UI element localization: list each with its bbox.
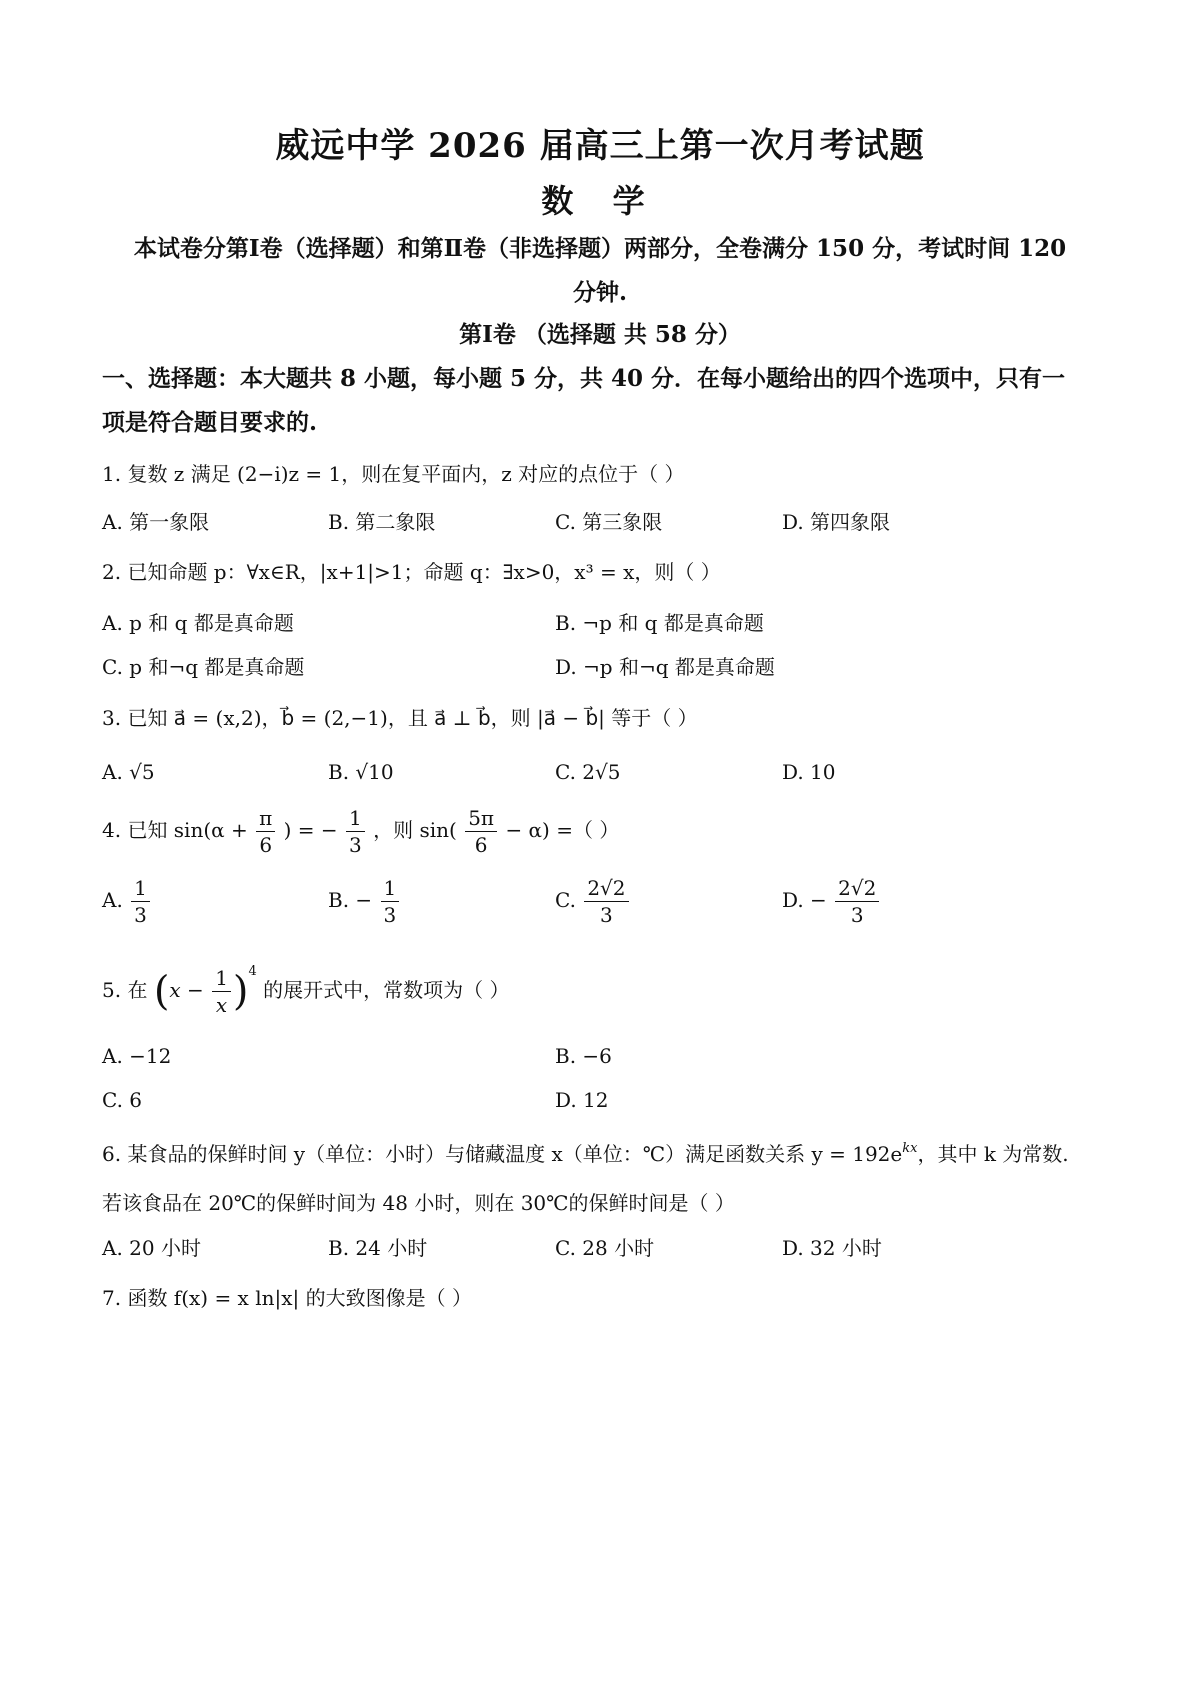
question-7: 7. 函数 f(x) = x ln|x| 的大致图像是（ ） bbox=[102, 1286, 472, 1310]
intro-line-2: 分钟. bbox=[572, 279, 627, 306]
question-2: 2. 已知命题 p：∀x∈R，|x+1|>1；命题 q：∃x>0，x³ = x，则（ ） bbox=[102, 560, 721, 584]
q5-option-a: A. −12 bbox=[102, 1044, 172, 1068]
q4-frac-1-3 bbox=[346, 808, 365, 855]
q4-prefix: 4. 已知 sin(α + bbox=[102, 818, 248, 842]
q4-frac-pi-6 bbox=[256, 808, 275, 855]
question-6-line-1 bbox=[102, 1138, 1069, 1167]
q4-option-d-den: 3 bbox=[850, 903, 864, 927]
q6-line1-b: ，其中 k 为常数. bbox=[917, 1142, 1069, 1166]
question-3: 3. 已知 a⃗ = (x,2)，b⃗ = (2,−1)，且 a⃗ ⊥ b⃗，则 |a⃗ − b⃗| 等于（ ） bbox=[102, 706, 698, 730]
q5-frac-num: 1 bbox=[212, 968, 231, 992]
q6-option-a: A. 20 小时 bbox=[102, 1236, 201, 1260]
q4-option-d-label: D. − bbox=[782, 888, 827, 912]
question-4 bbox=[102, 808, 619, 855]
q4-frac-1-3-den: 3 bbox=[349, 833, 362, 857]
q4-option-b bbox=[328, 878, 401, 925]
question-5 bbox=[102, 964, 510, 1015]
q3-option-b: B. √10 bbox=[328, 760, 394, 784]
q4-option-b-label: B. − bbox=[328, 888, 373, 912]
q4-option-a-label: A. bbox=[102, 888, 123, 912]
q2-option-b: B. ¬p 和 q 都是真命题 bbox=[555, 611, 764, 635]
q1-option-c: C. 第三象限 bbox=[555, 510, 663, 534]
q4-option-b-den: 3 bbox=[383, 903, 397, 927]
q6-line1-a: 6. 某食品的保鲜时间 y（单位：小时）与储藏温度 x（单位：℃）满足函数关系 y = 192e bbox=[102, 1142, 903, 1166]
q5-right-paren: ) bbox=[232, 968, 249, 1015]
q6-option-c: C. 28 小时 bbox=[555, 1236, 655, 1260]
q4-frac-5pi-6-den: 6 bbox=[474, 833, 488, 857]
q5-frac-den: x bbox=[215, 993, 228, 1017]
q5-option-b: B. −6 bbox=[555, 1044, 612, 1068]
q4-option-c-den: 3 bbox=[600, 903, 613, 927]
q4-frac-5pi-6-num: 5π bbox=[465, 808, 497, 832]
question-1: 1. 复数 z 满足 (2−i)z = 1，则在复平面内，z 对应的点位于（ ） bbox=[102, 462, 685, 486]
q3-option-d: D. 10 bbox=[782, 760, 836, 784]
section-heading-line-1: 一、选择题：本大题共 8 小题，每小题 5 分，共 40 分．在每小题给出的四个选项中，只有一 bbox=[102, 365, 1066, 392]
q5-frac bbox=[212, 968, 231, 1015]
part-heading: 第Ⅰ卷 （选择题 共 58 分） bbox=[459, 321, 741, 348]
q4-option-c-frac bbox=[584, 878, 628, 925]
subject-heading: 数 学 bbox=[541, 182, 659, 220]
q4-option-a-den: 3 bbox=[134, 903, 147, 927]
q4-option-c bbox=[555, 878, 631, 925]
q5-expr-x: x − bbox=[169, 978, 204, 1002]
q4-option-b-frac bbox=[381, 878, 400, 925]
q5-power: 4 bbox=[248, 964, 257, 979]
q5-suffix: 的展开式中，常数项为（ ） bbox=[263, 978, 510, 1002]
q2-option-a: A. p 和 q 都是真命题 bbox=[102, 611, 294, 635]
q6-option-b: B. 24 小时 bbox=[328, 1236, 428, 1260]
q4-mid: ) = − bbox=[283, 818, 338, 842]
intro-line-1: 本试卷分第Ⅰ卷（选择题）和第Ⅱ卷（非选择题）两部分，全卷满分 150 分，考试时间 120 bbox=[133, 235, 1067, 262]
q5-option-c: C. 6 bbox=[102, 1088, 143, 1112]
q1-option-d: D. 第四象限 bbox=[782, 510, 891, 534]
q3-option-a: A. √5 bbox=[102, 760, 155, 784]
q1-option-b: B. 第二象限 bbox=[328, 510, 436, 534]
q4-suffix: − α) =（ ） bbox=[505, 818, 620, 842]
q4-option-c-num: 2√2 bbox=[584, 878, 628, 902]
q3-option-c: C. 2√5 bbox=[555, 760, 621, 784]
q1-option-a: A. 第一象限 bbox=[102, 510, 210, 534]
q4-option-d-frac bbox=[835, 878, 879, 925]
q4-option-a bbox=[102, 878, 152, 925]
q4-option-c-label: C. bbox=[555, 888, 576, 912]
question-6-line-2: 若该食品在 20℃的保鲜时间为 48 小时，则在 30℃的保鲜时间是（ ） bbox=[102, 1191, 735, 1215]
q4-option-d bbox=[782, 878, 881, 925]
q5-prefix: 5. 在 bbox=[102, 978, 148, 1002]
q2-option-d: D. ¬p 和¬q 都是真命题 bbox=[555, 655, 775, 679]
exam-title: 威远中学 2026 届高三上第一次月考试题 bbox=[275, 126, 925, 166]
q4-option-a-num: 1 bbox=[131, 878, 150, 902]
q6-exponent: kx bbox=[902, 1141, 918, 1156]
q4-option-b-num: 1 bbox=[381, 878, 400, 902]
q4-frac-5pi-6 bbox=[465, 808, 497, 855]
q6-option-d: D. 32 小时 bbox=[782, 1236, 882, 1260]
q5-option-d: D. 12 bbox=[555, 1088, 609, 1112]
q5-left-paren: ( bbox=[153, 968, 170, 1015]
q4-frac-pi-6-den: 6 bbox=[259, 833, 273, 857]
q4-option-a-frac bbox=[131, 878, 150, 925]
q4-frac-pi-6-num: π bbox=[256, 808, 275, 832]
q4-mid2: ，则 sin( bbox=[373, 818, 457, 842]
q4-option-d-num: 2√2 bbox=[835, 878, 879, 902]
q4-frac-1-3-num: 1 bbox=[346, 808, 365, 832]
section-heading-line-2: 项是符合题目要求的. bbox=[102, 409, 318, 436]
q2-option-c: C. p 和¬q 都是真命题 bbox=[102, 655, 305, 679]
